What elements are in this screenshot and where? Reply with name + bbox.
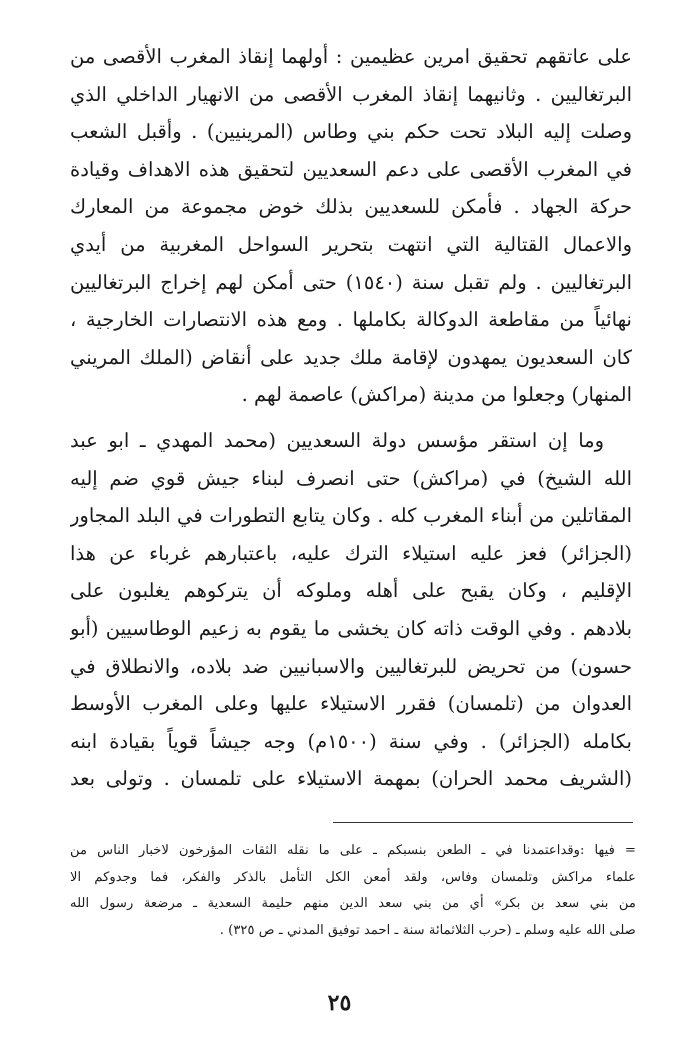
text-line: العدوان من (تلمسان) فقرر الاستيلاء عليها وعلى المغرب الأوسط [70, 692, 632, 716]
footnote-divider [333, 822, 633, 823]
footnote-line: = فيها :وقداعتمدنا في ـ الطعن بنسبكم ـ على ما نقله الثقات المؤرخون لاخبار الناس من [70, 843, 636, 858]
text-line: الإقليم ، وكان يقبح على أهله وملوكه أن يتركوهم يغلبون على [70, 579, 632, 603]
page-number: ٢٥ [327, 990, 352, 1016]
text-line: (الشريف محمد الحران) بمهمة الاستيلاء على تلمسان . وتولى بعد [70, 767, 632, 791]
text-line: نهائياً من مقاطعة الدوكالة بكاملها . ومع هذه الانتصارات الخارجية ، [70, 308, 632, 332]
footnote-block [70, 838, 636, 944]
footnote-line: من بني سعد بن بكر» أي من بني سعد الدين منهم حليمة السعدية ـ مرضعة رسول الله [70, 896, 636, 911]
text-line: البرتغاليين . ولم تقبل سنة (١٥٤٠) حتى أمكن لهم إخراج البرتغاليين [70, 270, 632, 294]
text-line: حركة الجهاد . فأمكن للسعديين بذلك خوض مجموعة من المعارك [70, 195, 632, 219]
paragraph-gap [70, 414, 632, 422]
text-line: وما إن استقر مؤسس دولة السعديين (محمد المهدي ـ ابو عبد [70, 428, 604, 452]
text-line: البرتغاليين . وثانيهما إنقاذ المغرب الأقصى من الانهيار الداخلي الذي [70, 82, 632, 106]
main-text [70, 38, 632, 798]
text-line: والاعمال القتالية التي انتهت بتحرير السواحل المغربية من أيدي [70, 232, 632, 256]
footnote-line: علماء مراكش وتلمسان وفاس، ولقد أمعن الكل التأمل بالذكر والفكر، فما وجدوكم الا [70, 869, 636, 885]
footnote-line: صلى الله عليه وسلم ـ (حرب الثلاثمائة سنة ـ احمد توفيق المدني ـ ص ٣٢٥) . [219, 922, 636, 938]
text-line: بكامله (الجزائر) . وفي سنة (١٥٠٠م) وجه جيشاً قوياً بقيادة ابنه [70, 729, 632, 753]
paragraph-2 [70, 422, 632, 798]
text-line: المنهار) وجعلوا من مدينة (مراكش) عاصمة لهم . [241, 383, 632, 407]
text-line: بلادهم . وفي الوقت ذاته كان يخشى ما يقوم به زعيم الوطاسيين (أبو [70, 616, 632, 640]
text-line: كان السعديون يمهدون لإقامة ملك جديد على أنقاض (الملك المريني [70, 345, 632, 369]
paragraph-1 [70, 38, 632, 414]
text-line: حسون) من تحريض للبرتغاليين والاسبانيين ضد بلاده، والانطلاق في [70, 654, 632, 678]
text-line: على عاتقهم تحقيق امرين عظيمين : أولهما إنقاذ المغرب الأقصى من [70, 45, 632, 68]
text-line: وصلت إليه البلاد تحت حكم بني وطاس (المرينيين) . وأقبل الشعب [70, 120, 632, 144]
text-line: (الجزائر) فعز عليه استيلاء الترك عليه، باعتبارهم غرباء عن هذا [70, 541, 632, 565]
text-line: الله الشيخ) في (مراكش) حتى انصرف لبناء جيش قوي ضم إليه [70, 466, 632, 490]
text-line: المقاتلين من أبناء المغرب كله . وكان يتابع التطورات في البلد المجاور [70, 504, 632, 528]
text-line: في المغرب الأقصى على دعم السعديين لتحقيق هذه الاهداف وقيادة [70, 157, 632, 181]
